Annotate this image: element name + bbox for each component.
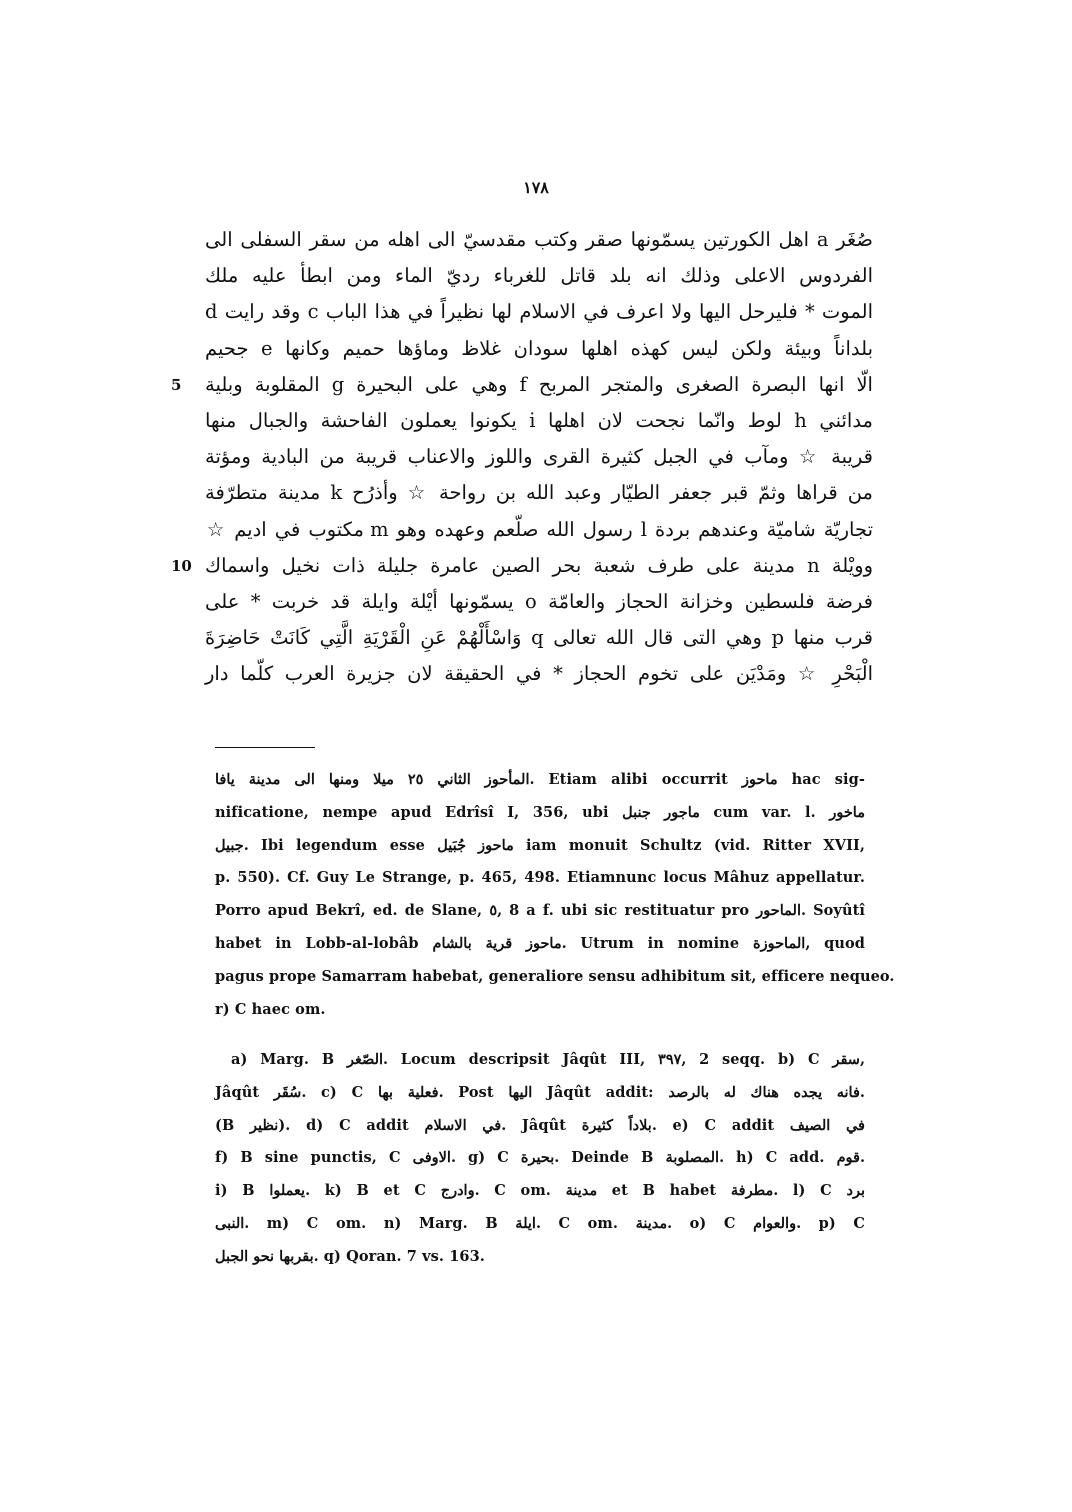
- arabic-line: الموت * فليرحل اليها ولا اعرف في الاسلام لها نظيراً في هذا الباب c وقد رايت d: [205, 300, 873, 324]
- arabic-line: قرب منها p وهي التى قال الله تعالى q وَاسْأَلْهُمْ عَنِ الْقَرْيَةِ الَّتِي كَانَتْ حَاضِرَةَ: [205, 626, 873, 650]
- arabic-line: مدائني h لوط وانّما نجحت لان اهلها i يكونوا يعملون الفاحشة والجبال منها: [205, 408, 873, 432]
- footnote-line: المأحوز الثاني ٢٥ ميلا ومنها الى مدينة يافا. Etiam alibi occurrit ماحوز hac sig-: [215, 771, 865, 788]
- footnote-r-block: [215, 764, 895, 1026]
- arabic-line: بلداناً وبيئة ولكن ليس كهذه اهلها سودان غلاظ وماؤها حميم وكانها e جحيم: [205, 336, 874, 360]
- page-number: ١٧٨: [523, 178, 549, 197]
- line-number-marker: 5: [171, 375, 182, 394]
- arabic-line: الْبَحْرِ ☆ ومَدْيَن على تخوم الحجاز * في الحقيقة لان جزيرة العرب كلّما دار: [205, 662, 873, 686]
- footnote-line: pagus prope Samarram habebat, generaliore sensu adhibitum sit, efficere nequeo.: [215, 967, 895, 985]
- variant-line: النبى. m) C om. n) Marg. B ايلة. C om. مدينة. o) C والعوام. p) C: [215, 1214, 865, 1232]
- footnote-line: جبيل. Ibi legendum esse ماحوز جُبَيل iam monuit Schultz (vid. Ritter XVII,: [215, 836, 865, 854]
- variant-line: i) B يعملوا. k) B et C وادرج. C om. مدينة et B habet مطرفة. l) C برد: [215, 1182, 865, 1200]
- arabic-line: فرضة فلسطين وخزانة الحجاز والعامّة o يسمّونها أيْلة وايلة قد خربت * على: [205, 589, 873, 613]
- variant-line: f) B sine punctis, C الاوفى. g) C بحيرة. Deinde B المصلوبة. h) C add. قوم.: [215, 1149, 866, 1167]
- variant-line: بقربها نحو الجبل. q) Qoran. 7 vs. 163.: [215, 1247, 485, 1265]
- arabic-line: من قراها وثمّ قبر جعفر الطيّار وعبد الله بن رواحة ☆ وأذرُح k مدينة متطرّفة: [205, 481, 873, 505]
- arabic-line: صُغَر a اهل الكورتين يسمّونها صقر وكتب مقدسيّ الى اهله من سقر السفلى الى: [205, 228, 873, 251]
- arabic-line: 10 وويْلة n مدينة على طرف شعبة بحر الصين عامرة جليلة ذات نخيل واسماك: [205, 548, 873, 584]
- arabic-line: الفردوس الاعلى وذلك انه بلد قاتل للغرباء رديّ الماء ومن ابطأ عليه ملك: [205, 264, 873, 288]
- variant-readings-block: [215, 1044, 865, 1274]
- footnote-line: Porro apud Bekrî, ed. de Slane, ٥, 8 a f. ubi sic restituatur pro الماحور. Soyûtî: [215, 902, 865, 920]
- arabic-main-text: [171, 222, 874, 692]
- footnote-line: p. 550). Cf. Guy Le Strange, p. 465, 498. Etiamnunc locus Mâhuz appellatur.: [215, 869, 865, 887]
- arabic-line: 5 الّا انها البصرة الصغرى والمتجر المربح f وهي على البحيرة g المقلوبة وبلية: [205, 367, 873, 403]
- arabic-line: تجاريّة شاميّة وعندهم بردة l رسول الله صلّعم وعهده وهو m مكتوب في اديم ☆: [205, 517, 874, 541]
- footnote-line: r) C haec om.: [215, 1000, 326, 1018]
- footnote-divider: [215, 747, 315, 748]
- line-number-marker: 10: [171, 556, 192, 575]
- variant-line: (B نظير). d) C addit في الاسلام. Jâqût بلاداً كثيرة. e) C addit في الصيف: [215, 1116, 865, 1134]
- variant-line: Jâqût سُقَر. c) C فعلية بها. Post اليها Jâqût addit: فانه يجده هناك له بالرصد.: [215, 1083, 865, 1101]
- footnote-line: nificatione, nempe apud Edrîsî I, 356, ubi ماجور جنبل cum var. l. ماخور: [215, 803, 865, 821]
- variant-line: a) Marg. B الصّغر. Locum descripsit Jâqût III, ٣٩٧, 2 seqq. b) C سقر,: [231, 1051, 865, 1068]
- arabic-line: قريبة ☆ ومآب في الجبل كثيرة القرى واللوز والاعناب قريبة من البادية ومؤتة: [205, 445, 873, 469]
- footnote-line: habet in Lobb-al-lobâb ماحوز قرية بالشام. Utrum in nomine الماحوزة, quod: [215, 934, 865, 952]
